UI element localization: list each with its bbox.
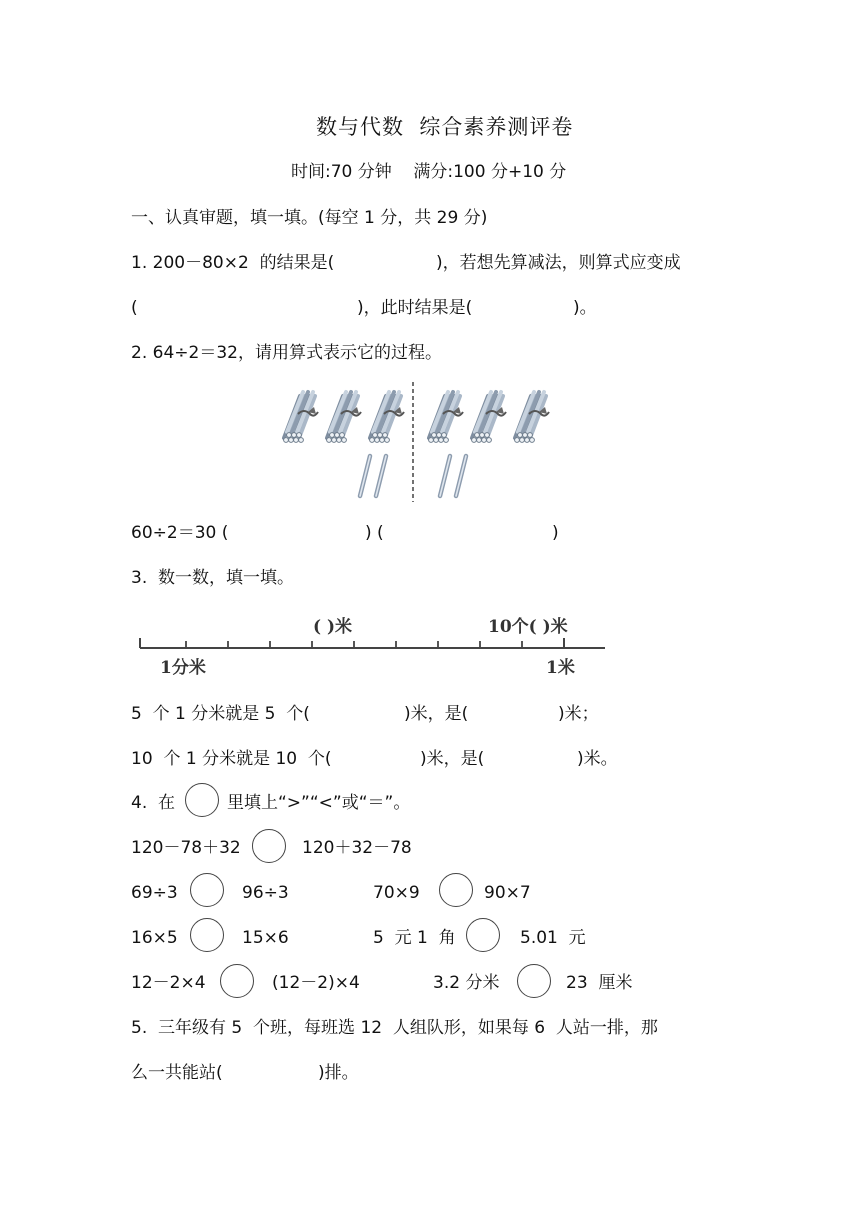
q5-line2-b: )排。: [318, 1063, 359, 1083]
q4-r2b-right: 90×7: [484, 883, 531, 903]
q4-r4a-right: (12－2)×4: [272, 973, 360, 993]
q1-text-a: 1. 200－80×2 的结果是(: [131, 253, 335, 273]
q3-line1-c: )米；: [558, 704, 599, 724]
q2-answer-c: ): [552, 523, 559, 543]
q4-r1-left: 120－78＋32: [131, 838, 241, 858]
q4-r3a-left: 16×5: [131, 928, 178, 948]
q4-r3b-left: 5 元 1 角: [373, 928, 456, 948]
q4-r3a-right: 15×6: [242, 928, 289, 948]
q5-line1: 5. 三年级有 5 个班，每班选 12 人组队形，如果每 6 人站一排，那: [131, 1018, 658, 1038]
q2-prompt: 2. 64÷2＝32，请用算式表示它的过程。: [131, 343, 442, 363]
q1-text-b: )，若想先算减法，则算式应变成: [436, 253, 681, 273]
q4-r4a-left: 12－2×4: [131, 973, 206, 993]
answer-circle-6[interactable]: [220, 964, 254, 998]
answer-circle-2[interactable]: [190, 873, 224, 907]
q3-line2-a: 10 个 1 分米就是 10 个(: [131, 749, 332, 769]
q4-r4b-left: 3.2 分米: [433, 973, 500, 993]
q4-prompt-a: 4. 在: [131, 793, 176, 813]
q3-line1-b: )米，是(: [404, 704, 469, 724]
q4-r4b-right: 23 厘米: [566, 973, 633, 993]
q3-line1-a: 5 个 1 分米就是 5 个(: [131, 704, 310, 724]
q1-text-e: )。: [573, 298, 597, 318]
q4-r1-right: 120＋32－78: [302, 838, 412, 858]
q4-r2a-right: 96÷3: [242, 883, 289, 903]
q3-prompt: 3. 数一数，填一填。: [131, 568, 295, 588]
q5-line2-a: 么一共能站(: [131, 1063, 223, 1083]
q4-r3b-right: 5.01 元: [520, 928, 586, 948]
q3-line2-c: )米。: [577, 749, 618, 769]
section-heading: 一、认真审题，填一填。(每空 1 分，共 29 分): [131, 208, 488, 228]
q2-answer-a: 60÷2＝30 (: [131, 523, 229, 543]
answer-circle-7[interactable]: [517, 964, 551, 998]
answer-circle-3[interactable]: [439, 873, 473, 907]
answer-circle-5[interactable]: [466, 918, 500, 952]
q4-r2b-left: 70×9: [373, 883, 420, 903]
page-subtitle: 时间:70 分钟 满分:100 分+10 分: [291, 162, 567, 182]
q1-text-d: )，此时结果是(: [357, 298, 473, 318]
q1-text-c: (: [131, 298, 138, 318]
ruler-label-mid: ( )米: [313, 617, 353, 637]
q4-r2a-left: 69÷3: [131, 883, 178, 903]
stick-bundles-illustration: [270, 380, 560, 505]
page-title: 数与代数 综合素养测评卷: [316, 115, 574, 139]
answer-circle-example: [185, 783, 219, 817]
ruler-label-right: 10个( )米: [488, 617, 568, 637]
q3-line2-b: )米，是(: [420, 749, 485, 769]
answer-circle-1[interactable]: [252, 829, 286, 863]
q4-prompt-b: 里填上“>”“<”或“＝”。: [227, 793, 411, 813]
ruler-label-end: 1米: [546, 658, 575, 678]
answer-circle-4[interactable]: [190, 918, 224, 952]
q2-answer-b: ) (: [365, 523, 384, 543]
ruler-label-left: 1分米: [160, 658, 206, 678]
ruler-diagram: [130, 605, 630, 685]
